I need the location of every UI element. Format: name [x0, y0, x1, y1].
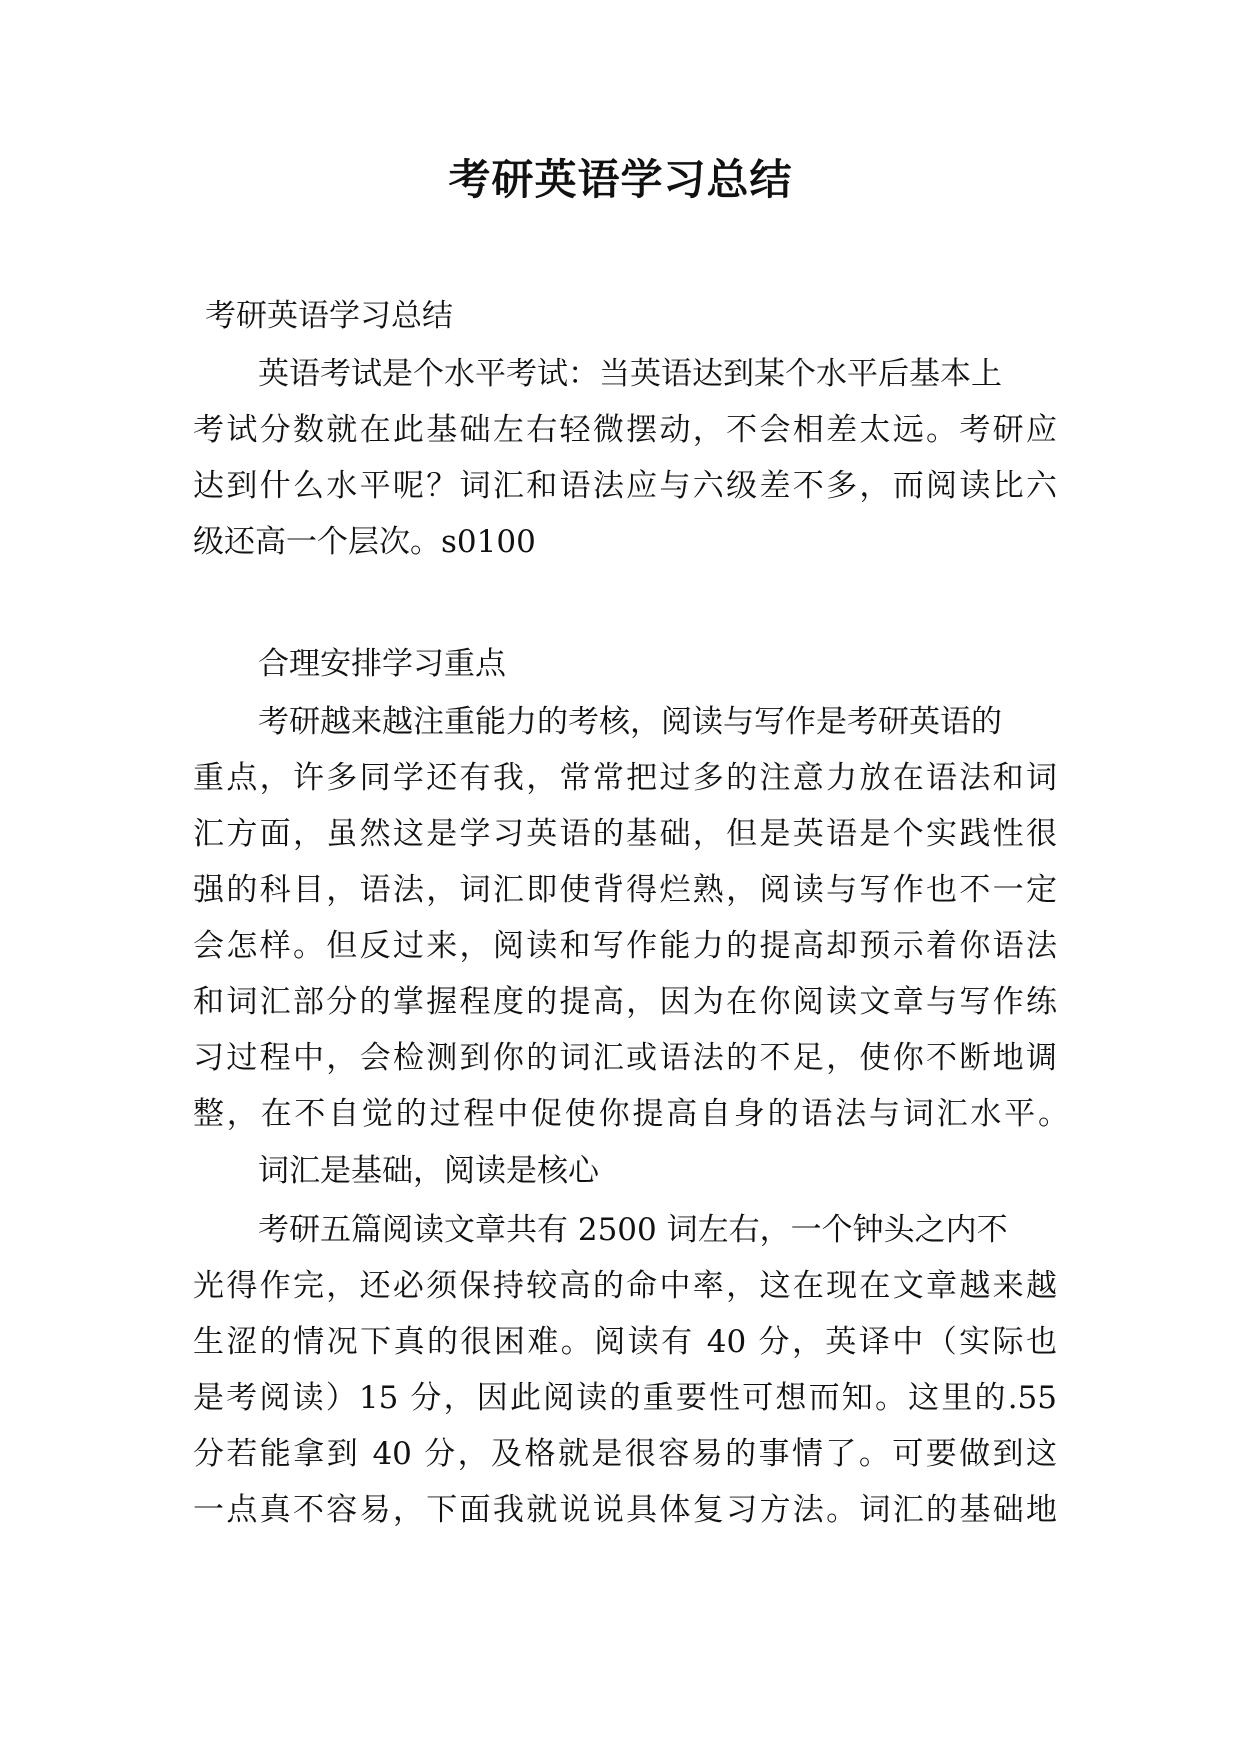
document-title: 考研英语学习总结	[448, 155, 793, 204]
paragraph-line: 生涩的情况下真的很困难。阅读有 40 分，英译中（实际也	[193, 1324, 1057, 1360]
paragraph-line: 英语考试是个水平考试：当英语达到某个水平后基本上	[258, 356, 1002, 392]
paragraph-line: 分若能拿到 40 分，及格就是很容易的事情了。可要做到这	[193, 1436, 1057, 1472]
paragraph-line: 一点真不容易，下面我就说说具体复习方法。词汇的基础地	[193, 1492, 1057, 1528]
paragraph-line: 考研五篇阅读文章共有 2500 词左右，一个钟头之内不	[258, 1212, 1008, 1248]
paragraph-line: 和词汇部分的掌握程度的提高，因为在你阅读文章与写作练	[193, 984, 1057, 1020]
paragraph-line: 汇方面，虽然这是学习英语的基础，但是英语是个实践性很	[193, 816, 1057, 852]
paragraph-line: 重点，许多同学还有我，常常把过多的注意力放在语法和词	[193, 760, 1057, 796]
paragraph-line: 整，在不自觉的过程中促使你提高自身的语法与词汇水平。	[193, 1096, 1069, 1132]
paragraph-line: 是考阅读）15 分，因此阅读的重要性可想而知。这里的.55	[193, 1380, 1057, 1416]
paragraph-line: 光得作完，还必须保持较高的命中率，这在现在文章越来越	[193, 1268, 1057, 1304]
paragraph-line: 考研越来越注重能力的考核，阅读与写作是考研英语的	[258, 704, 1002, 740]
paragraph-line: 习过程中，会检测到你的词汇或语法的不足，使你不断地调	[193, 1040, 1057, 1076]
document-subtitle: 考研英语学习总结	[205, 298, 453, 334]
paragraph-line: 达到什么水平呢？词汇和语法应与六级差不多，而阅读比六	[193, 468, 1057, 504]
section-heading: 合理安排学习重点	[258, 646, 506, 682]
paragraph-line: 会怎样。但反过来，阅读和写作能力的提高却预示着你语法	[193, 928, 1057, 964]
paragraph-line: 强的科目，语法，词汇即使背得烂熟，阅读与写作也不一定	[193, 872, 1057, 908]
paragraph-line: 考试分数就在此基础左右轻微摆动，不会相差太远。考研应	[193, 412, 1057, 448]
section-heading: 词汇是基础，阅读是核心	[258, 1153, 599, 1189]
paragraph-line: 级还高一个层次。s0100	[193, 524, 536, 560]
